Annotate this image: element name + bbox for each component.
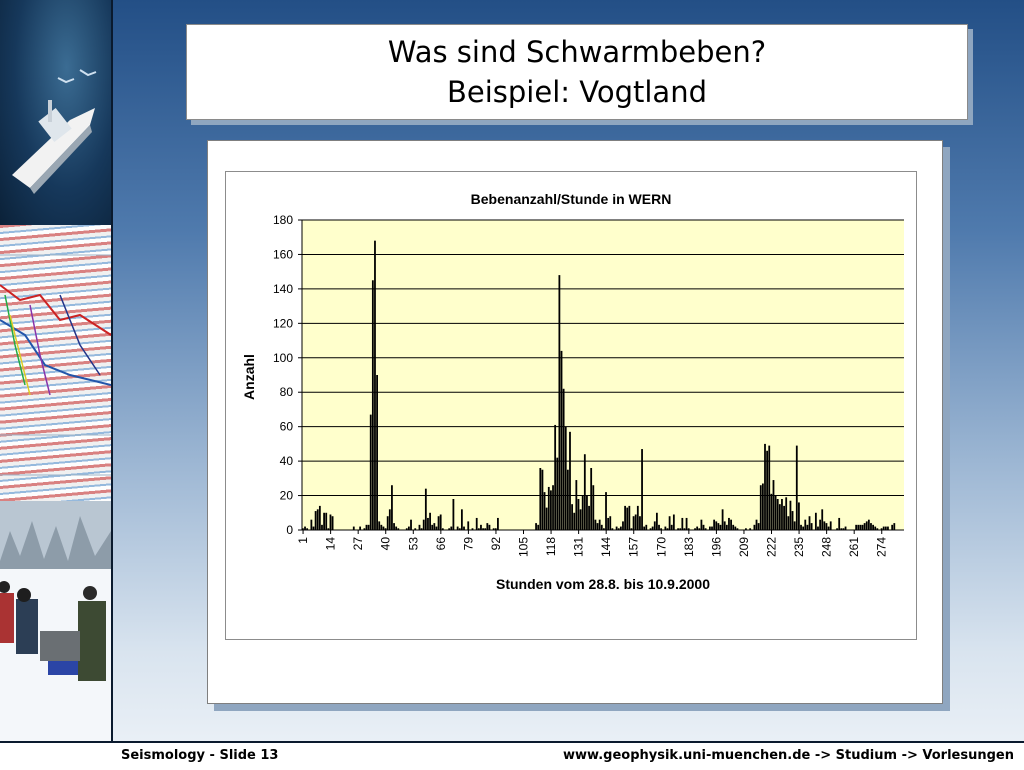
bar	[726, 525, 728, 530]
bar	[461, 509, 463, 530]
bar	[730, 520, 732, 530]
bar	[539, 468, 541, 530]
bar	[830, 521, 832, 530]
bar	[366, 525, 368, 530]
bar	[773, 480, 775, 530]
bar	[571, 504, 573, 530]
bar	[809, 516, 811, 530]
bar	[802, 527, 804, 530]
bar	[467, 521, 469, 530]
bar	[838, 518, 840, 530]
bar	[370, 415, 372, 530]
plot-area	[302, 220, 904, 530]
bar	[874, 527, 876, 530]
bar	[754, 525, 756, 530]
bar	[724, 521, 726, 530]
bar	[584, 454, 586, 530]
chart-frame	[207, 140, 943, 704]
bar	[476, 518, 478, 530]
bar	[891, 525, 893, 530]
bar	[563, 389, 565, 530]
y-tick-label: 80	[279, 385, 293, 400]
bar	[775, 496, 777, 530]
bar	[673, 515, 675, 531]
bar	[325, 513, 327, 530]
x-tick-label: 27	[351, 537, 366, 551]
bar	[870, 523, 872, 530]
bar	[777, 499, 779, 530]
slide-title: Was sind Schwarmbeben?	[387, 35, 767, 69]
bar	[440, 515, 442, 531]
bar	[537, 525, 539, 530]
bar	[423, 520, 425, 530]
bar	[497, 518, 499, 530]
bar	[374, 241, 376, 530]
bar	[821, 509, 823, 530]
bar	[592, 485, 594, 530]
x-tick-label: 144	[599, 537, 614, 558]
bar	[425, 489, 427, 530]
bar	[313, 527, 315, 530]
bar	[645, 525, 647, 530]
bar	[787, 516, 789, 530]
bar	[635, 515, 637, 531]
bar	[429, 513, 431, 530]
left-strip-divider	[111, 0, 113, 741]
bar	[720, 525, 722, 530]
bar	[310, 520, 312, 530]
bar	[620, 527, 622, 530]
x-tick-label: 170	[654, 537, 669, 558]
bar	[628, 506, 630, 530]
bar	[561, 351, 563, 530]
bar	[578, 499, 580, 530]
bar	[319, 506, 321, 530]
bar	[438, 516, 440, 530]
field-work-scene	[0, 501, 111, 741]
x-tick-label: 79	[461, 537, 476, 551]
bar	[463, 527, 465, 530]
seismic-reflection-lines	[0, 225, 111, 501]
bar	[582, 496, 584, 530]
bar	[887, 527, 889, 530]
bar	[872, 525, 874, 530]
bar	[450, 527, 452, 530]
bar	[453, 499, 455, 530]
bar	[436, 527, 438, 530]
x-tick-label: 274	[874, 537, 889, 558]
x-tick-label: 183	[681, 537, 696, 558]
slide-subtitle: Beispiel: Vogtland	[447, 75, 707, 109]
bar	[408, 527, 410, 530]
bar	[696, 527, 698, 530]
bar	[893, 523, 895, 530]
bar	[419, 525, 421, 530]
bar	[317, 509, 319, 530]
bar	[330, 515, 332, 531]
bar	[616, 527, 618, 530]
bar	[883, 527, 885, 530]
y-tick-label: 180	[272, 213, 293, 227]
bar	[804, 520, 806, 530]
bar	[486, 523, 488, 530]
field-work-photo	[0, 501, 111, 741]
x-tick-label: 131	[571, 537, 586, 558]
x-tick-label: 105	[516, 537, 531, 558]
bar	[550, 490, 552, 530]
bar	[605, 492, 607, 530]
chart-area	[225, 171, 917, 640]
bar	[393, 523, 395, 530]
bar	[554, 425, 556, 530]
y-axis-label: Anzahl	[241, 354, 257, 400]
bar	[857, 525, 859, 530]
bar	[790, 501, 792, 530]
bar	[703, 525, 705, 530]
bar	[489, 525, 491, 530]
bar	[480, 525, 482, 530]
bar	[643, 527, 645, 530]
bar	[654, 521, 656, 530]
bar	[781, 499, 783, 530]
bar	[609, 516, 611, 530]
bar	[826, 523, 828, 530]
bar	[722, 509, 724, 530]
bar	[732, 525, 734, 530]
bar	[387, 516, 389, 530]
bar	[395, 527, 397, 530]
bar	[766, 451, 768, 530]
bar	[573, 513, 575, 530]
bar	[664, 527, 666, 530]
bar	[868, 520, 870, 530]
bar	[595, 520, 597, 530]
bar	[734, 527, 736, 530]
bar	[637, 506, 639, 530]
x-tick-label: 248	[819, 537, 834, 558]
bar	[800, 525, 802, 530]
bar	[376, 375, 378, 530]
research-ship-photo	[0, 0, 111, 225]
bar	[626, 508, 628, 530]
y-tick-label: 40	[279, 454, 293, 469]
y-tick-label: 0	[286, 523, 293, 537]
x-tick-label: 222	[764, 537, 779, 558]
bar	[391, 485, 393, 530]
x-tick-label: 209	[737, 537, 751, 558]
bar	[372, 280, 374, 530]
bar	[859, 525, 861, 530]
x-tick-label: 157	[626, 537, 641, 558]
bar	[427, 518, 429, 530]
bar	[794, 521, 796, 530]
bar	[639, 516, 641, 530]
bar	[815, 513, 817, 530]
y-axis-ticks	[273, 213, 302, 537]
x-axis-ticks	[296, 530, 889, 557]
bar	[864, 523, 866, 530]
x-tick-label: 1	[296, 537, 311, 544]
slide-number-label: Seismology - Slide 13	[121, 748, 279, 763]
x-tick-label: 53	[406, 537, 421, 551]
slide-title-box	[186, 24, 968, 120]
bar	[546, 508, 548, 530]
x-tick-label: 14	[323, 537, 338, 551]
bar	[590, 468, 592, 530]
bar	[332, 516, 334, 530]
bar	[457, 527, 459, 530]
x-tick-label: 92	[489, 537, 503, 551]
bar	[658, 525, 660, 530]
y-tick-label: 20	[279, 488, 293, 503]
bar	[652, 527, 654, 530]
bar	[383, 527, 385, 530]
bar	[580, 509, 582, 530]
bar	[622, 521, 624, 530]
bar	[756, 520, 758, 530]
bar	[828, 527, 830, 530]
bar	[728, 518, 730, 530]
bar	[783, 506, 785, 530]
x-tick-label: 66	[433, 537, 448, 551]
bar	[811, 523, 813, 530]
bar	[701, 520, 703, 530]
bar	[796, 446, 798, 530]
bar	[845, 527, 847, 530]
bar	[758, 523, 760, 530]
bar	[378, 521, 380, 530]
bar	[304, 527, 306, 530]
bar	[866, 521, 868, 530]
x-tick-label: 196	[709, 537, 724, 558]
bar	[855, 525, 857, 530]
ship-illustration	[0, 0, 111, 225]
bar	[762, 484, 764, 531]
bar	[669, 516, 671, 530]
y-tick-label: 100	[272, 350, 293, 365]
bar	[535, 523, 537, 530]
bar	[323, 513, 325, 530]
bar	[624, 506, 626, 530]
bar	[556, 458, 558, 530]
bar	[817, 527, 819, 530]
bar	[819, 520, 821, 530]
bar	[586, 496, 588, 530]
bar	[359, 527, 361, 530]
bar	[862, 525, 864, 530]
chart-title: Bebenanzahl/Stunde in WERN	[470, 191, 672, 207]
bar	[656, 513, 658, 530]
bar	[686, 518, 688, 530]
bar	[575, 480, 577, 530]
bar	[567, 470, 569, 530]
bar	[671, 525, 673, 530]
left-photo-strip	[0, 0, 111, 741]
bar	[885, 527, 887, 530]
bar	[588, 506, 590, 530]
bar	[315, 511, 317, 530]
bar	[806, 525, 808, 530]
bar	[389, 509, 391, 530]
bar	[552, 485, 554, 530]
earthquake-count-chart	[226, 172, 916, 639]
source-url: www.geophysik.uni-muenchen.de -> Studium -> Vorlesungen	[563, 748, 1014, 763]
bar	[715, 521, 717, 530]
bar	[779, 504, 781, 530]
bar	[410, 520, 412, 530]
bar	[709, 527, 711, 530]
bar	[770, 494, 772, 530]
slide-footer	[0, 741, 1024, 770]
x-axis-label: Stunden vom 28.8. bis 10.9.2000	[496, 576, 710, 592]
bar	[558, 275, 560, 530]
seismic-section-image	[0, 225, 111, 501]
bar	[601, 525, 603, 530]
bar	[792, 511, 794, 530]
x-tick-label: 235	[792, 537, 807, 558]
bar	[641, 449, 643, 530]
bar	[633, 516, 635, 530]
bar	[768, 446, 770, 530]
y-tick-label: 120	[272, 316, 293, 331]
x-tick-label: 40	[378, 537, 393, 551]
bar	[717, 523, 719, 530]
x-tick-label: 261	[847, 537, 862, 558]
bar	[713, 520, 715, 530]
bar	[599, 520, 601, 530]
bar	[760, 485, 762, 530]
bar	[711, 527, 713, 530]
x-tick-label: 118	[544, 537, 559, 557]
bar	[823, 521, 825, 530]
bar	[544, 492, 546, 530]
bar	[681, 518, 683, 530]
bar	[433, 523, 435, 530]
bar	[607, 518, 609, 530]
bar	[785, 497, 787, 530]
bar	[764, 444, 766, 530]
y-tick-label: 140	[272, 281, 293, 296]
bar	[548, 487, 550, 530]
bar	[798, 502, 800, 530]
bar	[380, 525, 382, 530]
bar	[368, 525, 370, 530]
y-tick-label: 60	[279, 419, 293, 434]
bar	[569, 432, 571, 530]
y-tick-label: 160	[272, 247, 293, 262]
bar	[542, 470, 544, 530]
bar	[431, 525, 433, 530]
bar	[597, 523, 599, 530]
bar	[353, 527, 355, 530]
bar	[321, 525, 323, 530]
bar	[565, 427, 567, 530]
